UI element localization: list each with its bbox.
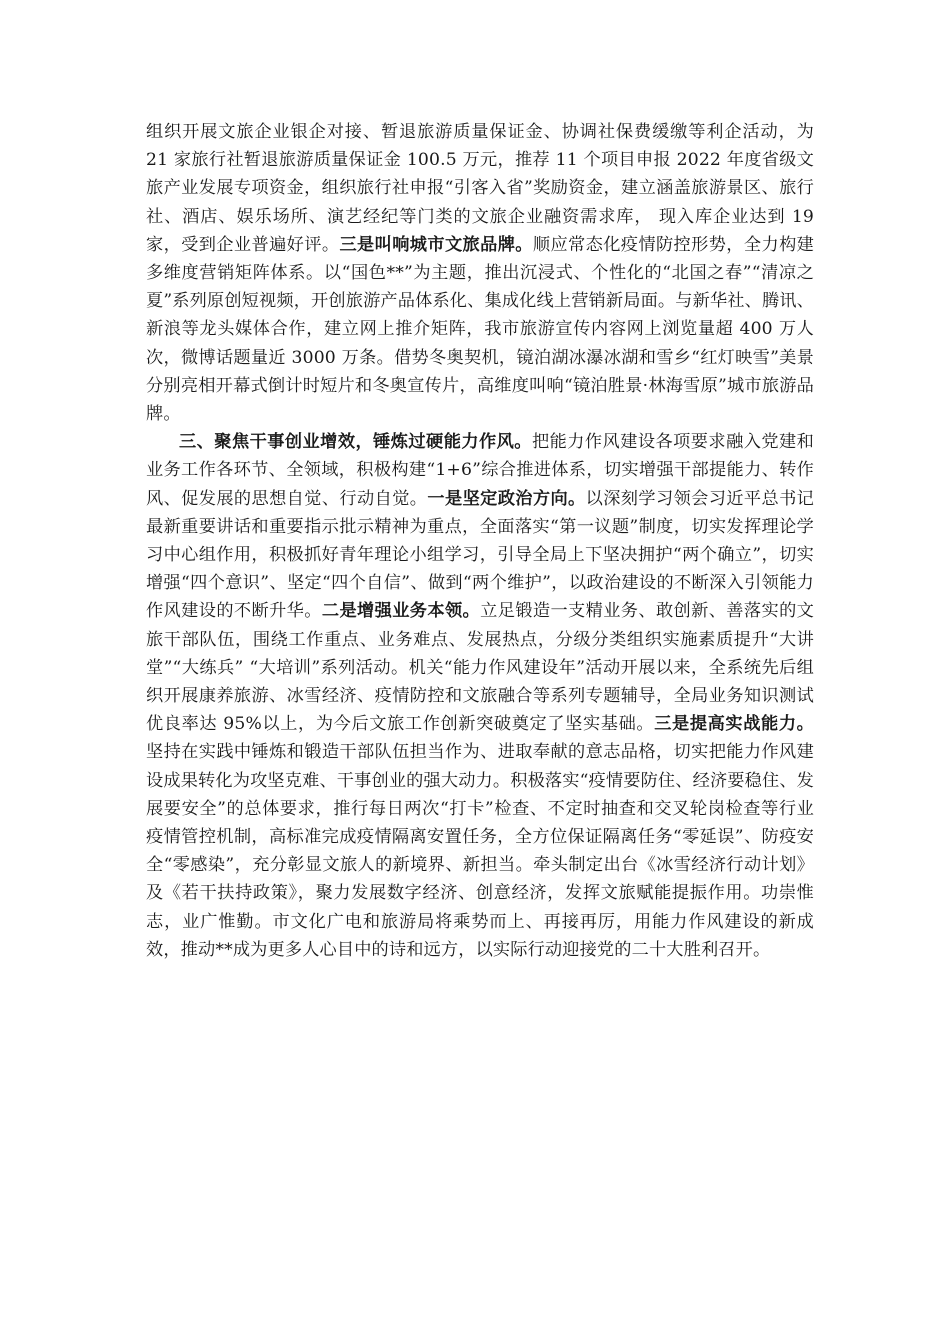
subheading-business-skills: 二是增强业务本领。 (321, 601, 481, 622)
subheading-practical-ability: 三是提高实战能力。 (654, 714, 814, 735)
paragraph-1-text-continued: 顺应常态化疫情防控形势，全力构建多维度营销矩阵体系。以“国色**”为主题，推出沉浸式、个性化的“北国之春”“清凉之夏”系列原创短视频，开创旅游产品体系化、集成化线上营销新局面。与新华社、腾讯、新浪等龙头媒体合作，建立网上推介矩阵，我市旅游宣传内容网上浏览量超 400 万人次，微博话题量近 3000 万条。借势冬奥契机，镜泊湖冰瀑冰湖和雪乡“红灯映雪”美景分别亮相开幕式倒计时短片和冬奥宣传片，高维度叫响“镜泊胜景·林海雪原”城市旅游品牌。 (146, 234, 814, 425)
section-heading-three: 三、聚焦干事创业增效，锤炼过硬能力作风。 (179, 432, 532, 453)
paragraph-2-practical-text: 坚持在实践中锤炼和锻造干部队伍担当作为、进取奉献的意志品格，切实把能力作风建设成果转化为攻坚克难、干事创业的强大动力。积极落实“疫情要防住、经济要稳住、发展要安全”的总体要求，推行每日两次“打卡”检查、不定时抽查和交叉轮岗检查等行业疫情管控机制，高标准完成疫情隔离安置任务，全方位保证隔离任务“零延误”、防疫安全“零感染”，充分彰显文旅人的新境界、新担当。牵头制定出台《冰雪经济行动计划》及《若干扶持政策》，聚力发展数字经济、创意经济，发挥文旅赋能提振作用。功崇惟志，业广惟勤。市文化广电和旅游局将乘势而上、再接再厉，用能力作风建设的新成效，推动**成为更多人心目中的诗和远方，以实际行动迎接党的二十大胜利召开。 (146, 742, 814, 960)
paragraph-2-political-text: 以深刻学习领会习近平总书记最新重要讲话和重要指示批示精神为重点，全面落实“第一议题”制度，切实发挥理论学习中心组作用，积极抓好青年理论小组学习，引导全局上下坚决拥护“两个确立”，切实增强“四个意识”、坚定“四个自信”、做到“两个维护”，以政治建设的不断深入引领能力作风建设的不断升华。 (146, 488, 814, 622)
paragraph-2-business-text: 立足锻造一支精业务、敢创新、善落实的文旅干部队伍，围绕工作重点、业务难点、发展热点，分级分类组织实施素质提升“大讲堂”“大练兵” “大培训”系列活动。机关“能力作风建设年”活动开展以来，全系统先后组织开展康养旅游、冰雪经济、疫情防控和文旅融合等系列专题辅导，全局业务知识测试优良率达 95%以上，为今后文旅工作创新突破奠定了坚实基础。 (146, 601, 814, 735)
paragraph-2-intro: 把能力作风建设各项要求融入党建和业务工作各环节、全领域，积极构建“1+6”综合推进体系，切实增强干部提能力、转作风、促发展的思想自觉、行动自觉。 (146, 432, 814, 509)
document-body (146, 118, 814, 964)
paragraph-1-heading-brand: 三是叫响城市文旅品牌。 (339, 234, 533, 255)
paragraph-1 (146, 118, 814, 428)
subheading-political-direction: 一是坚定政治方向。 (427, 488, 586, 509)
paragraph-1-text: 组织开展文旅企业银企对接、暂退旅游质量保证金、协调社保费缓缴等利企活动，为 21 家旅行社暂退旅游质量保证金 100.5 万元，推荐 11 个项目申报 2022 年度省级文旅产业发展专项资金，组织旅行社申报“引客入省”奖励资金，建立涵盖旅游景区、旅行社、酒店、娱乐场所、演艺经纪等门类的文旅企业融资需求库， 现入库企业达到 19 家，受到企业普遍好评。 (146, 122, 814, 255)
paragraph-2 (146, 428, 814, 964)
